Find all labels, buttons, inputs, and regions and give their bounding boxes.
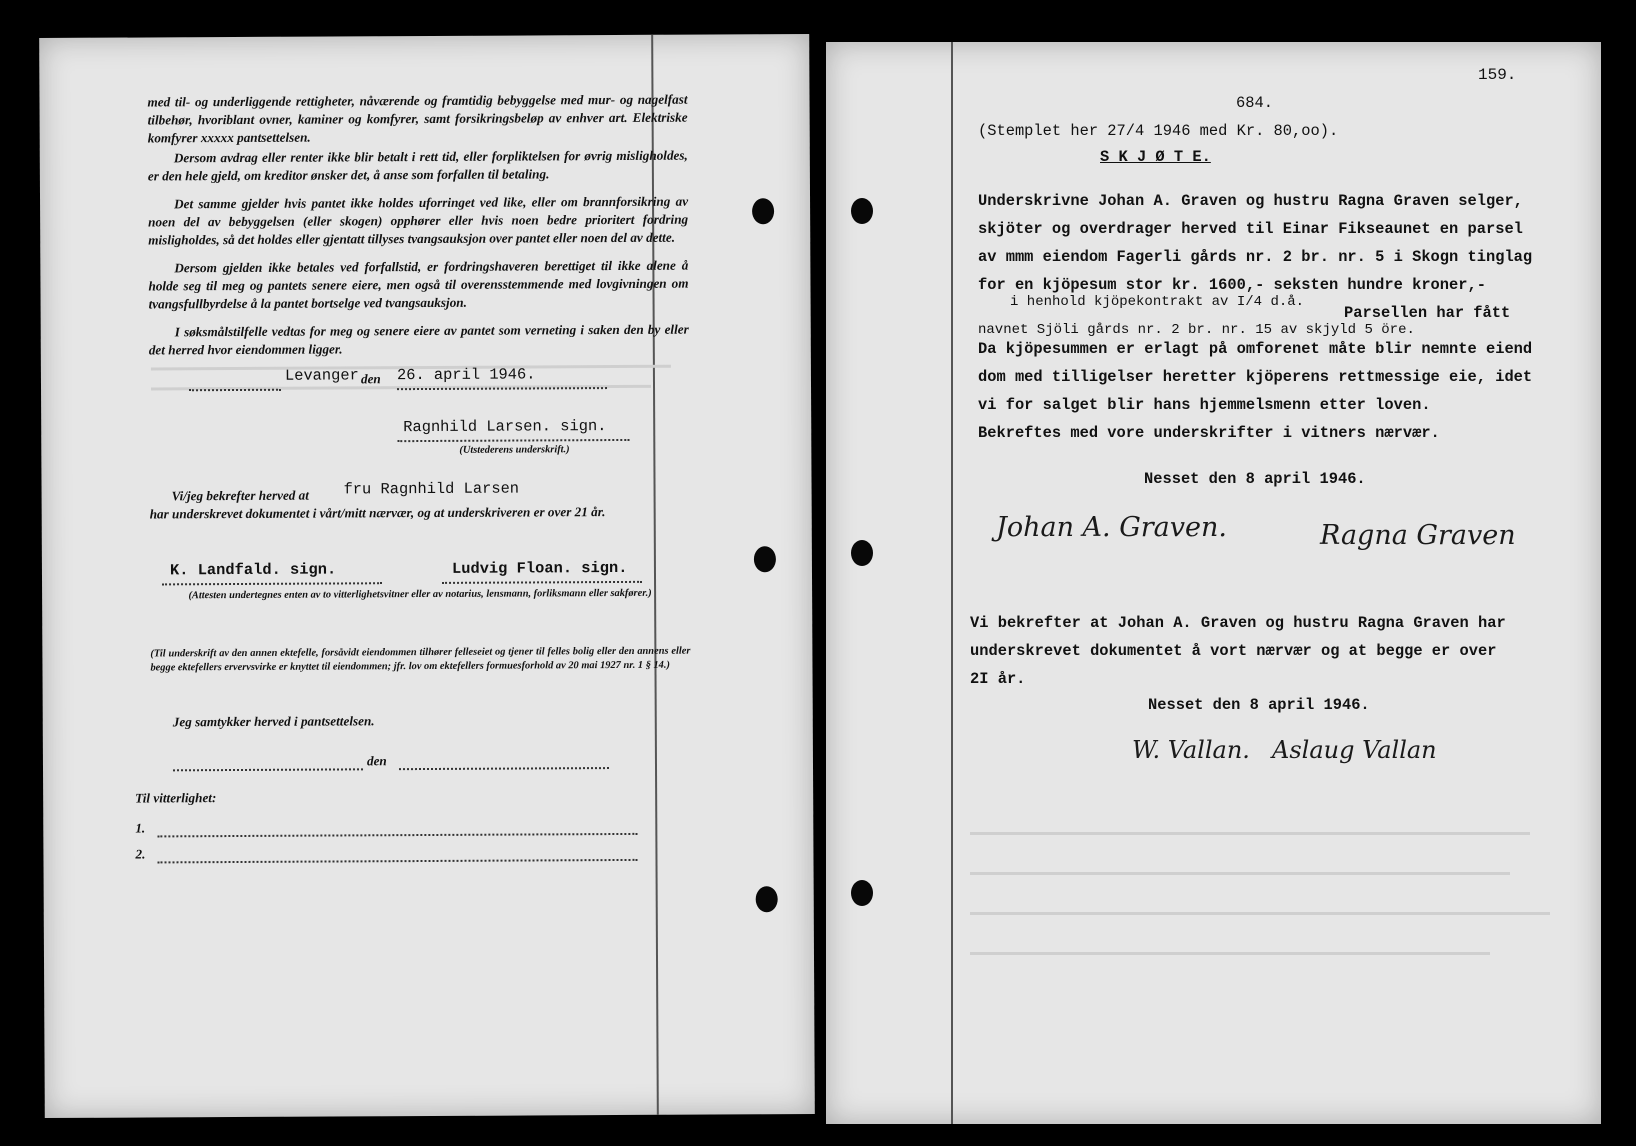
paragraph-default: Dersom avdrag eller renter ikke blir betalt i rett tid, eller forpliktelsen for øvrig misligholdes, er den hele gjeld, om kreditor ønsker det, å anse som forfallen til betaling. bbox=[147, 147, 688, 184]
deed-heading: S K J Ø T E. bbox=[1100, 148, 1211, 166]
dotted-line bbox=[189, 389, 281, 391]
insert-line-2: navnet Sjöli gårds nr. 2 br. nr. 15 av skjyld 5 öre. bbox=[978, 322, 1415, 338]
til-vitterlighet-label: Til vitterlighet: bbox=[135, 790, 217, 806]
dotted-line bbox=[397, 387, 607, 390]
dotted-line bbox=[173, 768, 363, 771]
dotted-line bbox=[162, 582, 382, 585]
witness-statement: har underskrevet dokumentet i vårt/mitt nærvær, og at underskriveren er over 21 år. bbox=[149, 504, 606, 522]
stamp-line: (Stemplet her 27/4 1946 med Kr. 80,oo). bbox=[978, 122, 1339, 140]
punch-hole bbox=[851, 198, 873, 224]
body-line-4: for en kjöpesum stor kr. 1600,- seksten hundre kroner,- bbox=[978, 276, 1486, 294]
bleed-through-line bbox=[970, 952, 1490, 955]
body-line-9: Bekreftes med vore underskrifter i vitners nærvær. bbox=[978, 424, 1440, 442]
punch-hole bbox=[756, 886, 778, 912]
seller-signature-1: Johan A. Graven. bbox=[996, 512, 1227, 543]
bleed-through-line bbox=[970, 912, 1550, 915]
paragraph-venue: I søksmålstilfelle vedtas for meg og senere eiere av pantet som verneting i saken den by eller det herred hvor eiendommen ligger. bbox=[148, 321, 689, 358]
body-line-3: av mmm eiendom Fagerli gårds nr. 2 br. nr. 5 i Skogn tinglag bbox=[978, 248, 1533, 266]
den-label: den bbox=[360, 371, 381, 387]
witness-signature-1: W. Vallan. bbox=[1132, 736, 1250, 764]
punch-hole bbox=[851, 880, 873, 906]
den-label-2: den bbox=[366, 753, 387, 769]
dotted-line bbox=[157, 833, 637, 838]
body-line-5: Parsellen har fått bbox=[1344, 304, 1511, 322]
witness-line-2-number: 2. bbox=[135, 846, 146, 862]
witness-statement-lead: Vi/jeg bekrefter herved at bbox=[171, 487, 309, 504]
dotted-line bbox=[399, 767, 609, 770]
witness-2-signature: Ludvig Floan. sign. bbox=[451, 558, 628, 578]
dotted-line bbox=[442, 581, 642, 584]
witness-signature-2: Aslaug Vallan bbox=[1272, 736, 1437, 764]
witness-line-1: Vi bekrefter at Johan A. Graven og hustru Ragna Graven har bbox=[970, 614, 1506, 632]
witness-subject: fru Ragnhild Larsen bbox=[343, 479, 520, 499]
body-line-7: dom med tilligelser heretter kjöperens rettmessige eie, idet bbox=[978, 368, 1533, 386]
bleed-through-line bbox=[970, 832, 1530, 835]
issuer-signature: Ragnhild Larsen. sign. bbox=[403, 417, 607, 437]
right-page bbox=[826, 42, 1601, 1124]
date-field: 26. april 1946. bbox=[396, 365, 536, 385]
place-date-1: Nesset den 8 april 1946. bbox=[1144, 470, 1366, 488]
paragraph-rights: med til- og underliggende rettigheter, nåværende og framtidig bebyggelse med mur- og nagelfast tilbehør, hvoriblant ovner, kaminer og komfyrer, samt forsikringsbeløp av enhver art. Elektriske komfyrer xxxxx pantsettelsen. bbox=[147, 91, 688, 146]
witness-line-1-number: 1. bbox=[135, 820, 146, 836]
paragraph-maintenance: Det samme gjelder hvis pantet ikke holdes uforringet ved like, eller om brannforsikring av noen del av bebyggelsen (eller skogen) opphører eller hvis noen bedre prioritert fordring misligholdes, så det holdes eller gjentatt tillyses tvangsauksjon over pantet eller noen del av dette. bbox=[148, 193, 689, 248]
issuer-caption: (Utstederens underskrift.) bbox=[459, 444, 570, 456]
body-line-6: Da kjöpesummen er erlagt på omforenet måte blir nemnte eiend bbox=[978, 340, 1533, 358]
paragraph-enforcement: Dersom gjelden ikke betales ved forfallstid, er fordringshaveren berettiget til ikke alene å holde seg til meg og pantets senere eiere, men også til overensstemmende med lovgivningen om tvangsfullbyrdelse å la pantet bortselge ved tvangsauksjon. bbox=[148, 257, 689, 312]
witness-line-2: underskrevet dokumentet å vort nærvær og at begge er over bbox=[970, 642, 1497, 660]
place-date-2: Nesset den 8 april 1946. bbox=[1148, 696, 1370, 714]
body-line-2: skjöter og overdrager herved til Einar Fikseaunet en parsel bbox=[978, 220, 1523, 238]
left-margin-rule bbox=[951, 42, 953, 1124]
spouse-note: (Til underskrift av den annen ektefelle, forsåvidt eiendommen tilhører felleseiet og tjener til felles bolig eller den annens eller begge ektefellers ervervsvirke er knyttet til eiendommen; jfr. lov om ektefellers formuesforhold av 20 mai 1927 nr. 1 § 14.) bbox=[150, 645, 691, 673]
dotted-line bbox=[397, 439, 629, 442]
punch-hole bbox=[851, 540, 873, 566]
witness-1-signature: K. Landfald. sign. bbox=[169, 560, 337, 580]
place-field: Levanger bbox=[284, 366, 359, 385]
punch-hole bbox=[754, 546, 776, 572]
punch-hole bbox=[752, 198, 774, 224]
document-number: 684. bbox=[1236, 94, 1273, 112]
attest-note: (Attesten undertegnes enten av to vitterlighetsvitner eller av notarius, lensmann, forliksmann eller sakfører.) bbox=[188, 587, 652, 602]
left-page bbox=[39, 34, 815, 1118]
body-line-8: vi for salget blir hans hjemmelsmenn etter loven. bbox=[978, 396, 1431, 414]
witness-line-3: 2I år. bbox=[970, 670, 1026, 688]
seller-signature-2: Ragna Graven bbox=[1320, 520, 1516, 551]
insert-line-1: i henhold kjöpekontrakt av I/4 d.å. bbox=[1010, 294, 1305, 310]
page-number: 159. bbox=[1478, 66, 1517, 84]
consent-line: Jeg samtykker herved i pantsettelsen. bbox=[172, 713, 375, 730]
bleed-through-line bbox=[970, 872, 1510, 875]
dotted-line bbox=[157, 859, 637, 864]
body-line-1: Underskrivne Johan A. Graven og hustru Ragna Graven selger, bbox=[978, 192, 1523, 210]
